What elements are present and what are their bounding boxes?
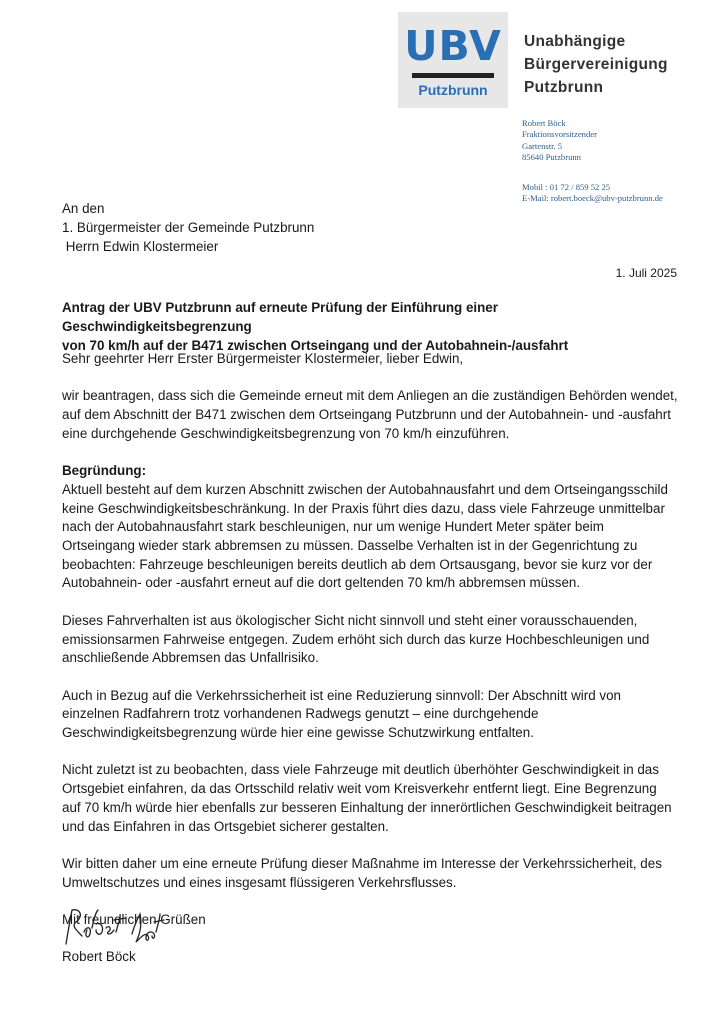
sender-mobile: Mobil : 01 72 / 859 52 25 — [522, 181, 611, 192]
paragraph-closing-request: Wir bitten daher um eine erneute Prüfung dieser Maßnahme im Interesse der Verkehrssicherheit, des Umweltschutzes und eines insgesamt flüssigeren Verkehrsflusses. — [62, 855, 662, 890]
paragraph-safety: Auch in Bezug auf die Verkehrssicherheit ist eine Reduzierung sinnvoll: Der Abschnitt wird von einzelnen Radfahrern trotz vorhandenen Radwegs genutzt – eine durchgehende Geschwindigkeitsbegrenzung würde hier eine gewisse Schutzwirkung entfalten. — [62, 687, 621, 740]
organization-name — [524, 30, 668, 99]
signature-name: Robert Böck — [62, 949, 136, 964]
subject-line1: Antrag der UBV Putzbrunn auf erneute Prüfung der Einführung einer Geschwindigkeitsbegrenzung — [62, 300, 498, 334]
recipient-line3: Herrn Edwin Klostermeier — [62, 239, 219, 254]
sender-role: Fraktionsvorsitzender — [522, 129, 597, 140]
handwritten-signature — [60, 902, 172, 952]
salutation: Sehr geehrter Herr Erster Bürgermeister Klostermeier, lieber Edwin, — [62, 351, 464, 366]
letter-subject — [62, 298, 682, 355]
paragraph-speeding: Nicht zuletzt ist zu beobachten, dass viele Fahrzeuge mit deutlich überhöhter Geschwindigkeit in das Ortsgebiet einfahren, da das Ortsschild relativ weit vom Kreisverkehr entfernt liegt. Eine Begrenzung auf 70 km/h würde hier ebenfalls zur besseren Einhaltung der innerörtlichen Geschwindigkeit beitragen und das Einfahren in das Ortsgebiet sicherer gestalten. — [62, 762, 672, 834]
org-name-line2: Bürgervereinigung — [524, 56, 668, 73]
subject-line2: von 70 km/h auf der B471 zwischen Ortseingang und der Autobahnein-/ausfahrt — [62, 338, 569, 353]
logo-divider — [412, 73, 494, 78]
sender-contact-block — [522, 118, 663, 204]
letter-date: 1. Juli 2025 — [615, 266, 677, 280]
org-name-line3: Putzbrunn — [524, 79, 604, 96]
recipient-address — [62, 199, 314, 256]
sender-city: 85640 Putzbrunn — [522, 152, 581, 163]
sender-email: E-Mail: robert.boeck@ubv-putzbrunn.de — [522, 193, 663, 204]
recipient-line1: An den — [62, 201, 105, 216]
sender-name: Robert Böck — [522, 118, 566, 128]
org-name-line1: Unabhängige — [524, 33, 626, 50]
ubv-logo — [398, 12, 508, 108]
paragraph-ecology: Dieses Fahrverhalten ist aus ökologischer Sicht nicht sinnvoll und steht einer vorausschauenden, emissionsarmen Fahrweise entgegen. Zudem erhöht sich durch das kurze Hochbeschleunigen und anschließende Abbremsen das Unfallrisiko. — [62, 612, 650, 666]
closing-greeting: Mit freundlichen Grüßen — [62, 911, 206, 927]
recipient-line2: 1. Bürgermeister der Gemeinde Putzbrunn — [62, 220, 315, 235]
letter-body — [62, 350, 678, 930]
logo-town: Putzbrunn — [418, 82, 488, 98]
reason-heading: Begründung: — [62, 463, 147, 479]
sender-street: Gartenstr. 5 — [522, 140, 563, 151]
logo-abbrev: UBV — [404, 22, 502, 70]
paragraph-request: wir beantragen, dass sich die Gemeinde erneut mit dem Anliegen an die zuständigen Behörden wendet, auf dem Abschnitt der B471 zwischen dem Ortseingang Putzbrunn und der Autobahnein- und -ausfahrt eine durchgehende Geschwindigkeitsbegrenzung von 70 km/h einzuführen. — [62, 388, 678, 441]
paragraph-reason: Aktuell besteht auf dem kurzen Abschnitt zwischen der Autobahnausfahrt und dem Ortseingangsschild keine Geschwindigkeitsbeschränkung. In der Praxis führt dies dazu, dass viele Fahrzeuge unmittelbar nach der Autobahnausfahrt stark beschleunigen, nur um wenige Hundert Meter später beim Ortseingang wieder stark abbremsen zu müssen. Dasselbe Verhalten ist in der Gegenrichtung zu beobachten: Fahrzeuge beschleunigen bereits deutlich ab dem Ortsausgang, bevor sie kurz vor der Autobahnein- oder -ausfahrt erneut auf die dort geltenden 70 km/h abbremsen müssen. — [62, 481, 668, 591]
